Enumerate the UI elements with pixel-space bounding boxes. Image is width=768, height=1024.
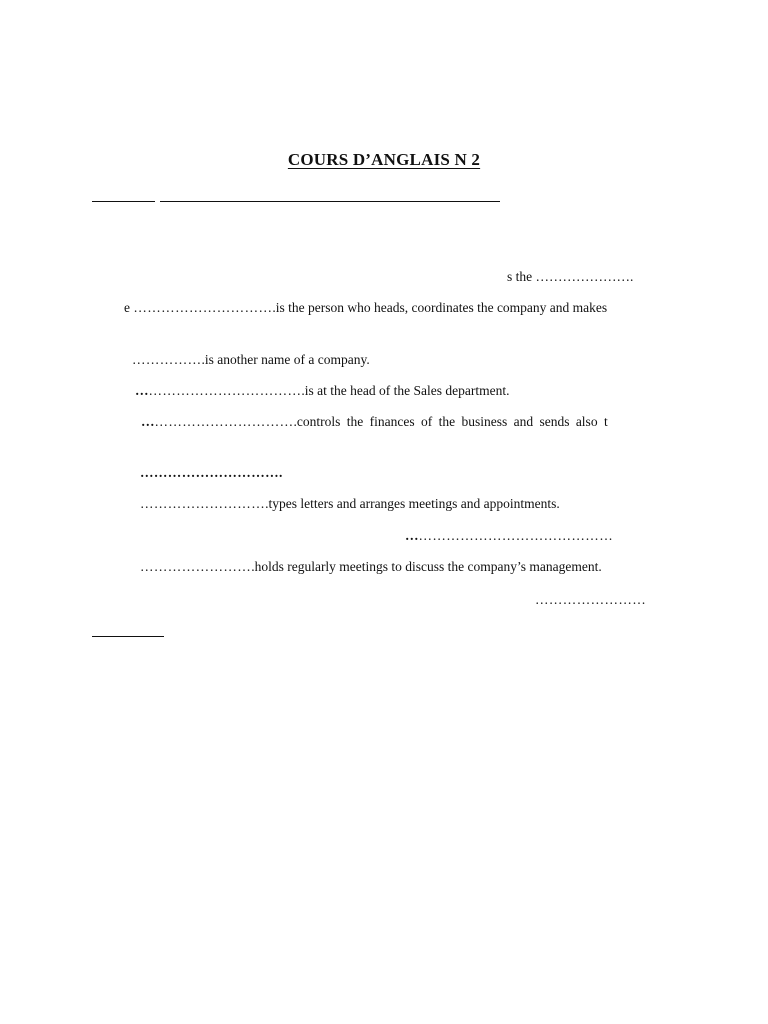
line-text: .is the person who heads, coordinates the company and makes bbox=[272, 300, 608, 315]
fill-in-rule-long bbox=[160, 201, 500, 202]
blank-dots: ……………………… bbox=[140, 496, 266, 511]
line-text: .holds regularly meetings to discuss the company’s management. bbox=[251, 559, 602, 574]
blank-dots-bold: … bbox=[141, 414, 155, 429]
exercise-line-9 bbox=[140, 559, 602, 575]
blank-dots: ………………………… bbox=[133, 300, 273, 315]
page-title: COURS D’ANGLAIS N 2 bbox=[287, 150, 481, 169]
blank-dots: …………………… bbox=[535, 592, 647, 607]
fill-in-rule-short bbox=[92, 201, 155, 202]
blank-dots: …………… bbox=[132, 352, 202, 367]
blank-dots-bold: … bbox=[405, 528, 419, 543]
exercise-line-1 bbox=[507, 269, 633, 285]
blank-dots: …………………………………… bbox=[418, 528, 614, 543]
exercise-line-3 bbox=[132, 352, 370, 368]
exercise-line-6 bbox=[140, 465, 283, 481]
exercise-line-7 bbox=[140, 496, 560, 512]
exercise-line-2 bbox=[124, 300, 607, 316]
fill-in-rule-bottom bbox=[92, 636, 164, 637]
line-lead: e bbox=[124, 300, 134, 315]
blank-dots-bold: … bbox=[135, 383, 149, 398]
blank-dots: ………………………… bbox=[154, 414, 294, 429]
line-text: .types letters and arranges meetings and appointments. bbox=[265, 496, 560, 511]
blank-dots: …………………………… bbox=[148, 383, 302, 398]
exercise-line-4 bbox=[135, 383, 509, 399]
exercise-line-10 bbox=[535, 592, 646, 608]
line-text: .is at the head of the Sales department. bbox=[301, 383, 510, 398]
blank-dots: …………………… bbox=[140, 559, 252, 574]
line-text: .controls the finances of the business and sends also t bbox=[293, 414, 608, 429]
line-text: .is another name of a company. bbox=[201, 352, 370, 367]
blank-dots-bold: …………………………. bbox=[140, 465, 283, 480]
line-text: s the …………………. bbox=[507, 269, 634, 284]
exercise-line-5 bbox=[141, 414, 608, 430]
exercise-line-8 bbox=[405, 528, 613, 544]
